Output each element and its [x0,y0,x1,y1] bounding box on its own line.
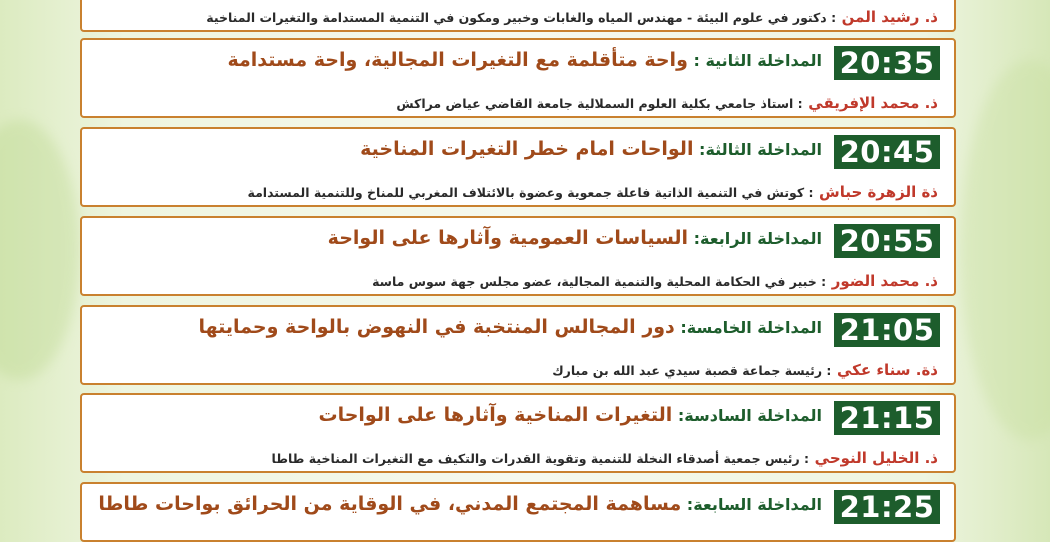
time-badge: 20:55 [834,224,940,258]
speaker-role: : كوتش في التنمية الذاتية فاعلة جمعوية وعضوة بالائتلاف المغربي للمناخ وللتنمية المستدامة [247,185,814,200]
background-foliage-right [960,60,1050,440]
session-card [80,393,956,473]
session-label: المداخلة السادسة: [677,406,822,425]
session-label: المداخلة الرابعة: [693,229,822,248]
time-badge: 20:35 [834,46,940,80]
session-title-line [227,49,822,71]
speaker-role: : خبير في الحكامة المحلية والتنمية المجالية، عضو مجلس جهة سوس ماسة [372,274,827,289]
session-card [80,216,956,296]
session-card-partial [80,0,956,32]
session-title: دور المجالس المنتخبة في النهوض بالواحة وحمايتها [198,316,675,338]
time-badge: 21:15 [834,401,940,435]
speaker-line [206,7,938,26]
speaker-name: ذة الزهرة حباش [819,183,938,201]
speaker-line [372,271,938,290]
speaker-role: : رئيس جمعية أصدقاء النخلة للتنمية وتقوية القدرات والتكيف مع التغيرات المناخية طاطا [271,451,810,466]
session-card [80,38,956,118]
speaker-role: : رئيسة جماعة قصبة سيدي عبد الله بن مبارك [552,363,832,378]
speaker-line [272,448,938,467]
speaker-name: ذة. سناء عكي [836,361,938,379]
session-title: السياسات العمومية وآثارها على الواحة [327,227,689,249]
session-title: التغيرات المناخية وآثارها على الواحات [318,404,673,426]
session-title-line [98,493,822,515]
time-badge: 20:45 [834,135,940,169]
session-card [80,482,956,542]
session-title-line [319,404,823,426]
time-badge: 21:25 [834,490,940,524]
speaker-name: ذ. محمد الإفريقي [808,94,938,112]
session-label: المداخلة الثالثة: [699,140,822,159]
session-card [80,305,956,385]
session-title: واحة متأقلمة مع التغيرات المجالية، واحة مستدامة [227,49,688,71]
session-title-line [360,138,822,160]
session-title: مساهمة المجتمع المدني، في الوقاية من الحرائق بواحات طاطا [98,493,682,515]
time-badge: 21:05 [834,313,940,347]
session-title: الواحات امام خطر التغيرات المناخية [360,138,694,160]
speaker-role: : استاذ جامعي بكلية العلوم السملالية جامعة القاضي عياض مراكش [396,96,803,111]
session-label: المداخلة السابعة: [686,495,822,514]
session-label: المداخلة الخامسة: [680,318,822,337]
session-card [80,127,956,207]
session-title-line [328,227,822,249]
session-title-line [198,316,822,338]
session-label: المداخلة الثانية : [693,51,822,70]
speaker-line [396,93,938,112]
speaker-name: ذ. الخليل النوحي [814,449,938,467]
background-foliage-left [0,120,80,380]
speaker-line [247,182,938,201]
speaker-name: ذ. محمد الضور [831,272,938,290]
speaker-line [552,360,938,379]
speaker-name: ذ. رشيد المن [841,8,938,26]
speaker-role: : دكتور في علوم البيئة - مهندس المياه والغابات وخبير ومكون في التنمية المستدامة والتغيرات المناخية [206,10,837,25]
